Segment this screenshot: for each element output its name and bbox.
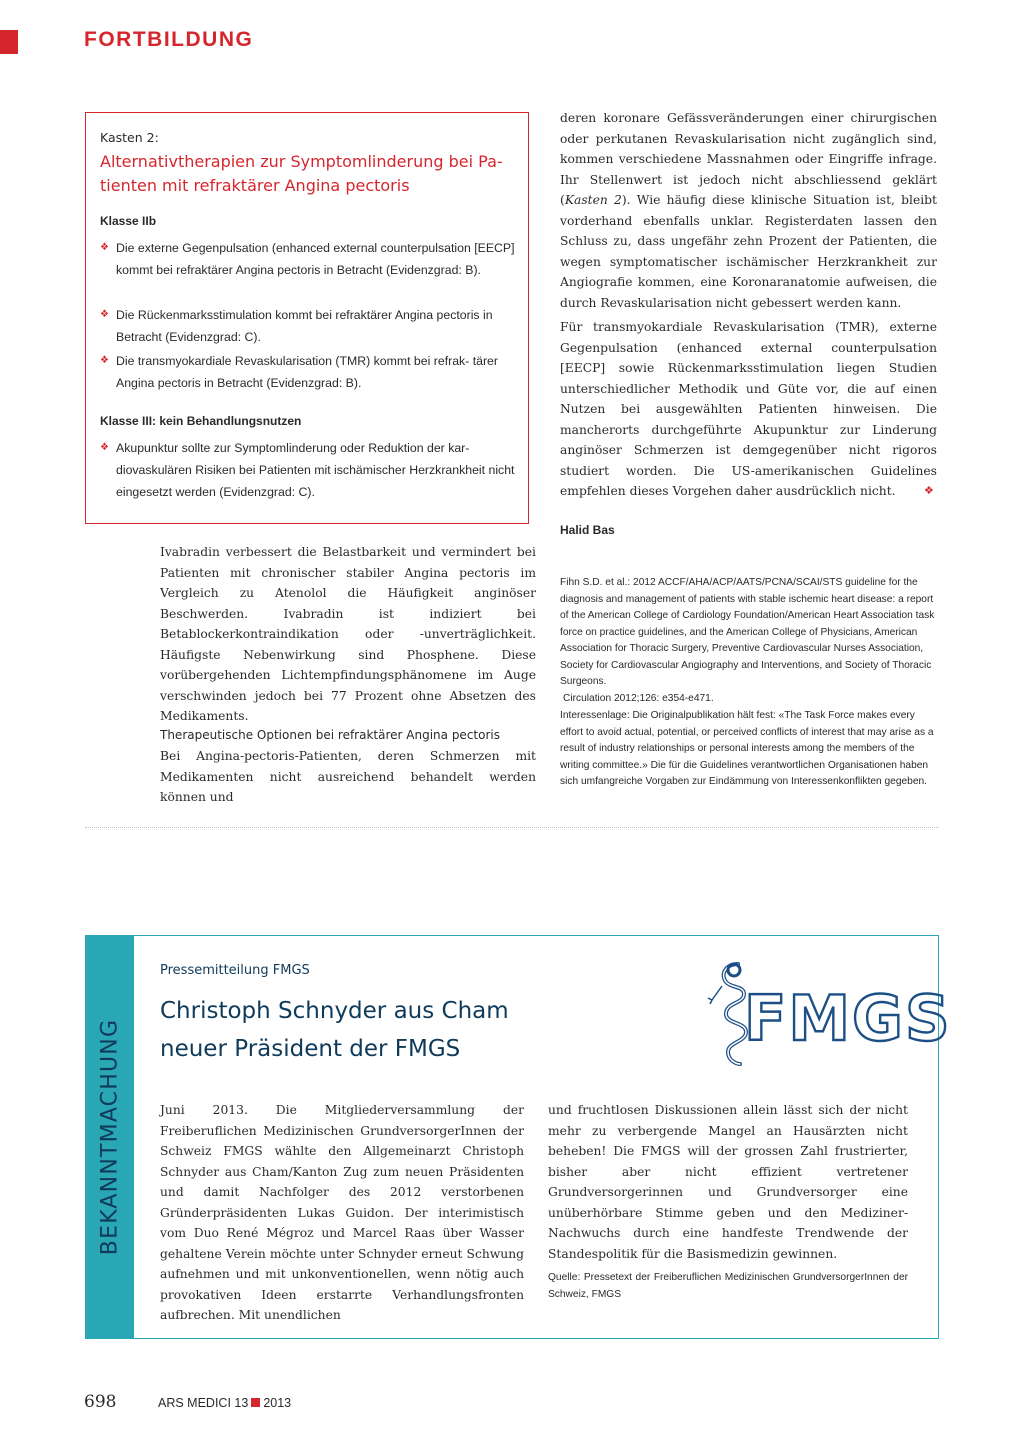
svg-text:FMGS: FMGS [744, 982, 952, 1055]
bullet-diamond-icon: ❖ [100, 355, 109, 366]
class-iii-heading: Klasse III: kein Behandlungsnutzen [100, 414, 302, 428]
article-paragraph: Bei Angina-pectoris-Patienten, deren Schmerzen mit Medikamenten nicht ausreichend behandelt werden können und [160, 749, 536, 804]
box-reference: Kasten 2 [564, 193, 622, 207]
announcement-title: Christoph Schnyder aus Cham neuer Präsident der FMGS [160, 998, 509, 1062]
announcement-source: Quelle: Pressetext der Freiberuflichen Medizinischen GrundversorgerInnen der Schweiz, FMGS [548, 1272, 908, 1300]
box-title [100, 150, 528, 198]
announcement-paragraph: Juni 2013. Die Mitgliederversammlung der Freiberuflichen Medizinischen GrundversorgerInnen der Schweiz FMGS wählte den Allgemeinarzt Christoph Schnyder aus Cham/Kanton Zug zum neuen Präsidenten und damit Nachfolger des 2012 verstorbenen Gründerpräsidenten Lukas Guidon. Der interimistisch vom Duo René Mégroz und Marcel Raas über Wasser gehaltene Verein möchte unter Schnyder erneut Schwung aufnehmen und mit unkonventionellen, wenn nötig auch provokativen Ideen erstarrte Verhandlungsfronten aufbrechen. Mit unendlichen [160, 1103, 524, 1322]
end-mark-icon: ❖ [924, 484, 934, 497]
box-title-line-2: tienten mit refraktärer Angina pectoris [100, 176, 410, 195]
section-title: FORTBILDUNG [84, 28, 254, 51]
square-separator-icon [251, 1398, 260, 1407]
interest-statement: Interessenlage: Die Originalpublikation hält fest: «The Task Force makes every effort to avoid actual, potential, or perceived conflicts of interest that may arise as a result of industry relationships or personal interests among the members of the writing committee.» Die für die Guidelines verantwortlichen Organisationen haben sich umfangreiche Vorgaben zur Eindämmung von Interessenkonflikten gegeben. [560, 710, 934, 787]
author: Halid Bas [560, 523, 615, 537]
section-marker [0, 30, 18, 54]
article-paragraph: Für transmyokardiale Revaskularisation (TMR), externe Gegenpulsation (enhanced external counterpulsation [EECP] sowie Rückenmarksstimulation liegen Studien unterschiedlicher Methodik und Güte vor, die auf einen Nutzen bei ausgewählten Patienten hinweisen. Die mancherorts durchgeführte Akupunktur zur Linderung anginöser Schmerzen ist demgegenüber nicht rigoros studiert worden. Die US-amerikanischen Guidelines empfehlen dieses Vorgehen daher ausdrücklich nicht. [560, 320, 937, 498]
article-paragraph: deren koronare Gefässveränderungen einer chirurgischen oder perkutanen Revaskularisation nicht zugänglich sind, kommen verschiedene Massnahmen oder Eingriffe infrage. Ihr Stellenwert ist jedoch nicht abschliessend geklärt (Kasten 2). Wie häufig diese klinische Situation ist, bleibt vorderhand ebenfalls unklar. Registerdaten lassen den Schluss zu, dass ungefähr zehn Prozent der Patienten, die wegen symptomatischer ischämischer Herzkrankheit zur Angiografie kommen, eine Koronaranatomie aufweisen, die durch Revaskularisation nicht gebessert werden kann. [560, 111, 937, 310]
article-subheading: Therapeutische Optionen bei refraktärer Angina pectoris [160, 728, 500, 742]
reference: Fihn S.D. et al.: 2012 ACCF/AHA/ACP/AATS/PCNA/SCAI/STS guideline for the diagnosis and management of patients with stable ischemic heart disease: a report of the American College of Cardiology Foundation/American Heart Association task force on practice guidelines, and the American College of Physicians, American Association for Thoracic Surgery, Preventive Cardiovascular Nurses Association, Society for Cardiovascular Angiography and Interventions, and Society of Thoracic Surgeons. Circulation 2012;126: e354-e471. [560, 577, 935, 704]
bullet-diamond-icon: ❖ [100, 442, 109, 453]
list-item: ❖ Akupunktur sollte zur Symptomlinderung oder Reduktion der kar- diovaskulären Risiken bei Patienten mit ischämischer Herzkrankheit nicht eingesetzt werden (Evidenzgrad: C). [116, 437, 516, 503]
box-title-line-1: Alternativtherapien zur Symptomlinderung bei Pa- [100, 152, 503, 171]
box-label: Kasten 2: [100, 130, 159, 145]
announcement-paragraph: und fruchtlosen Diskussionen allein lässt sich der nicht mehr zu verbergende Mangel an Hausärzten nicht beheben! Die FMGS will der grossen Zahl frustrierter, bisher aber nicht effizient vertretener Grundversorgerinnen und Grundversorger eine unüberhörbare Stimme geben und den Mediziner-Nachwuchs durch eine handfeste Trendwende der Standespolitik für die Basismedizin gewinnen. [548, 1103, 908, 1261]
page-number: 698 [84, 1392, 117, 1412]
list-item: ❖ Die externe Gegenpulsation (enhanced external counterpulsation [EECP] kommt bei refraktärer Angina pectoris in Betracht (Evidenzgrad: B). [116, 237, 516, 281]
list-item: ❖ Die Rückenmarksstimulation kommt bei refraktärer Angina pectoris in Betracht (Evidenzgrad: C). [116, 304, 516, 348]
article-paragraph: Ivabradin verbessert die Belastbarkeit und vermindert bei Patienten mit chronischer stabiler Angina pectoris im Vergleich zu Atenolol die Häufigkeit anginöser Beschwerden. Ivabradin ist indiziert bei Betablockerkontraindikation oder -unverträglichkeit. Häufigste Nebenwirkung sind Phosphene. Diese vorübergehenden Lichtempfindungsphänomene im Auge verschwinden jedoch bei 77 Prozent ohne Absetzen des Medikaments. [160, 545, 536, 723]
bullet-diamond-icon: ❖ [100, 242, 109, 253]
announcement-kicker: Pressemitteilung FMGS [160, 963, 310, 978]
fmgs-logo-icon [704, 960, 952, 1072]
announcement-side-label: BEKANNTMACHUNG [97, 1018, 123, 1256]
journal-name: ARS MEDICI 13 2013 [158, 1396, 292, 1410]
list-item: ❖ Die transmyokardiale Revaskularisation (TMR) kommt bei refrak- tärer Angina pectoris in Betracht (Evidenzgrad: B). [116, 350, 516, 394]
divider [85, 827, 939, 828]
class-iib-heading: Klasse IIb [100, 214, 157, 228]
bullet-diamond-icon: ❖ [100, 309, 109, 320]
